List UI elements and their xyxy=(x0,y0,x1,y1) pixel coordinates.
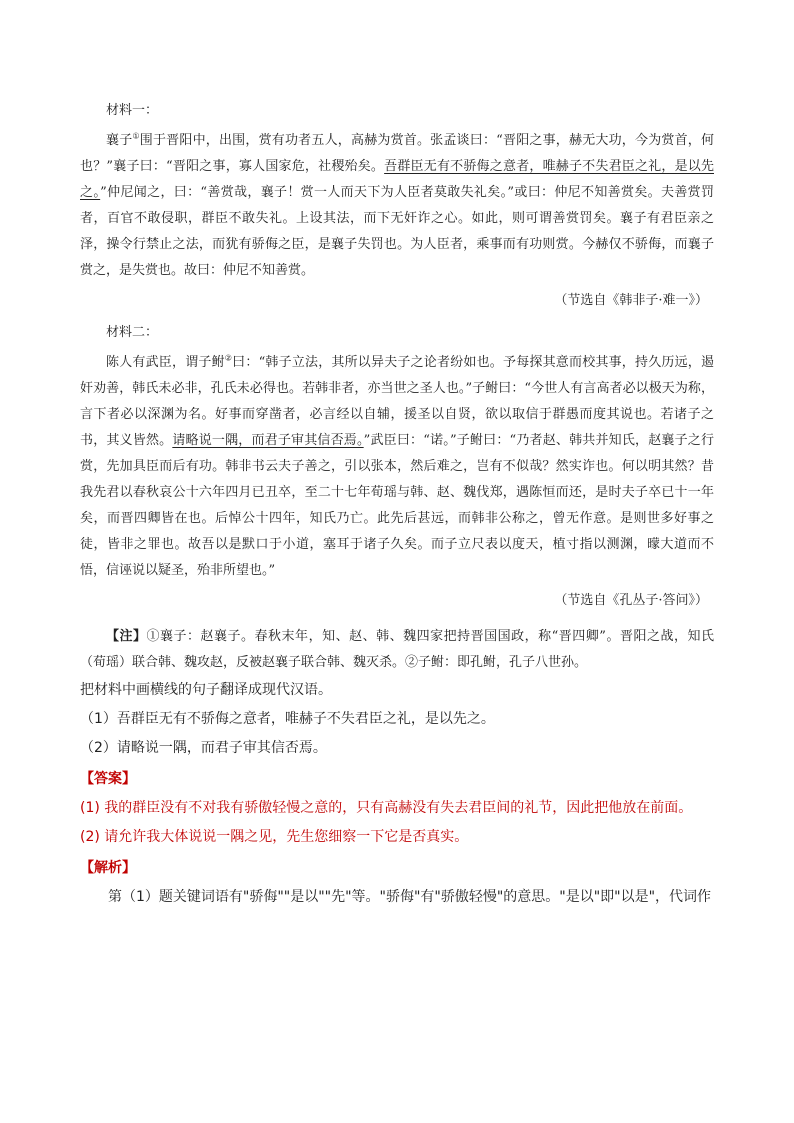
material-2-label: 材料二： xyxy=(106,325,159,340)
material-2-text xyxy=(80,350,714,584)
answer-1: (1) 我的群臣没有不对我有骄傲轻慢之意的，只有高赫没有失去君臣间的礼节，因此把他放在前面。 xyxy=(80,800,693,816)
annotation-note xyxy=(80,624,714,676)
note-text: ①襄子：赵襄子。春秋末年，知、赵、韩、魏四家把持晋国国政，称“晋四卿”。晋阳之战，知氏（荀瑶）联合韩、魏攻赵，反被赵襄子联合韩、魏灭杀。②子鲋：即孔鲋，孔子八世孙。 xyxy=(80,629,714,670)
material-2-text-b: 曰：“韩子立法，其所以异夫子之论者纷如也。予每探其意而校其事，持久历远，遏奸劝善，韩氏未必非，孔氏未必得也。若韩非者，亦当世之圣人也。”子鲋曰：“今世人有言高者必以极天为称，言下者必以深渊为名。好事而穿凿者，必言经以自辅，援圣以自贤，欲以取信于群愚而度其说也。若诸子之书，其义皆然。 xyxy=(80,355,714,448)
material-2-text-c: ”武臣曰：“诺。”子鲋曰：“乃者赵、韩共并知氏，赵襄子之行赏，先加具臣而后有功。韩非书云夫子善之，引以张本，然后难之，岂有不似哉？然实诈也。何以明其然？昔我先君以春秋哀公十六年四月已丑卒，至二十七年荀瑶与韩、赵、魏伐郑，遇陈恒而还，是时夫子卒已十一年矣，而晋四卿皆在也。后悼公十四年，知氏乃亡。此先后甚远，而韩非公称之，曾无作意。是则世多好事之徒，皆非之罪也。故吾以是默口于小道，塞耳于诸子久矣。而子立尺表以度天，植寸指以测渊，曚大道而不悟，信诬说以疑圣，殆非所望也。” xyxy=(80,433,714,578)
question-2: （2）请略说一隅，而君子审其信否焉。 xyxy=(80,740,327,756)
question-prompt: 把材料中画横线的句子翻译成现代汉语。 xyxy=(80,682,332,698)
answer-header: 【答案】 xyxy=(80,771,136,787)
analysis-text: 第（1）题关键词语有"骄侮""是以""先"等。"骄侮"有"骄傲轻慢"的意思。"是以"即"以是"，代词作 xyxy=(108,889,712,905)
material-1-source: （节选自《韩非子·难一》） xyxy=(554,293,708,308)
answer-2: (2) 请允许我大体说说一隅之见，先生您细察一下它是否真实。 xyxy=(80,829,469,845)
material-1-text-b: 围于晋阳中，出围，赏有功者五人，高赫为赏首。张孟谈曰：“晋阳之事，赫无大功，今为赏首，何也？”襄子曰：“晋阳之事，寡人国家危，社稷殆矣。 xyxy=(80,133,714,174)
material-2-text-a: 陈人有武臣，谓子鲋 xyxy=(106,355,225,370)
note-tag: 【注】 xyxy=(106,629,147,644)
question-1: （1）吾群臣无有不骄侮之意者，唯赫子不失君臣之礼，是以先之。 xyxy=(80,711,495,727)
material-1-label: 材料一： xyxy=(106,103,159,118)
footnote-marker-1: ① xyxy=(132,131,140,141)
analysis-header: 【解析】 xyxy=(80,860,136,876)
material-2-source: （节选自《孔丛子·答问》） xyxy=(554,593,708,608)
document-content xyxy=(80,98,714,912)
material-1-text xyxy=(80,128,714,284)
underlined-sentence-2: 请略说一隅，而君子审其信否焉。 xyxy=(172,433,364,448)
material-1-text-a: 襄子 xyxy=(106,133,133,148)
underlined-sentence-1: 吾群臣无有不骄侮之意者，唯赫子不失君臣之礼，是以先之。 xyxy=(80,159,714,200)
material-1-text-c: ”仲尼闻之，曰：“善赏哉，襄子！赏一人而天下为人臣者莫敢失礼矣。”或曰：仲尼不知善赏矣。夫善赏罚者，百官不敢侵职，群臣不敢失礼。上设其法，而下无奸诈之心。如此，则可谓善赏罚矣。襄子有君臣亲之泽，操令行禁止之法，而犹有骄侮之臣，是襄子失罚也。为人臣者，乘事而有功则赏。今赫仅不骄侮，而襄子赏之，是失赏也。故曰：仲尼不知善赏。 xyxy=(80,185,714,278)
footnote-marker-2: ② xyxy=(224,353,233,363)
